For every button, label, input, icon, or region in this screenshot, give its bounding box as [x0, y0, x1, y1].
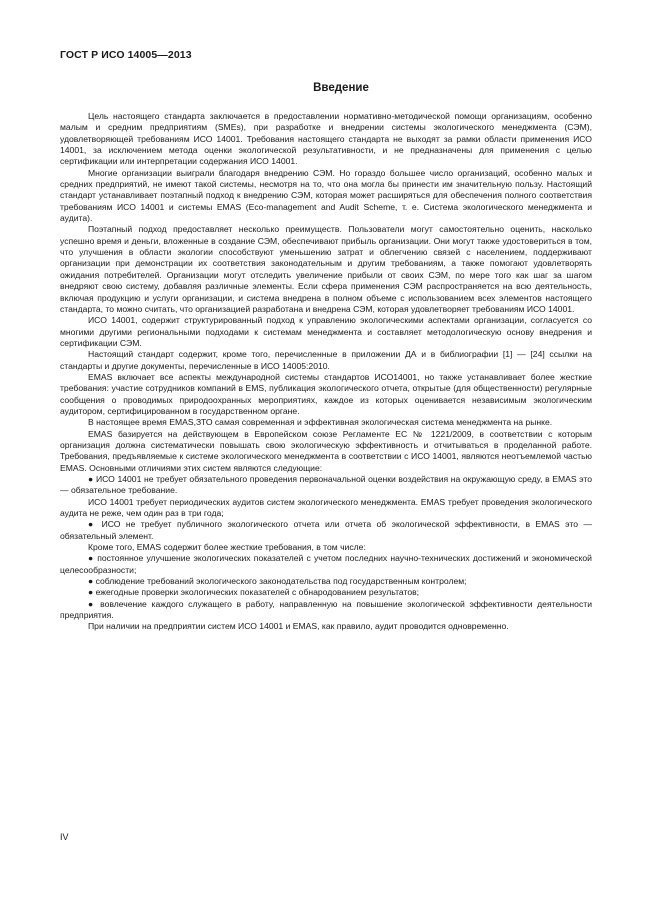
page-number: IV — [60, 832, 69, 842]
paragraph: Поэтапный подход предоставляет несколько преимуществ. Пользователи могут самостоятельно оценить, насколько успешно время и деньги, вложенные в создание СЭМ, обеспечивают прибыль организации. Они могут также удостовериться в том, что улучшения в области экологии способствуют уменьшению затрат и облегчению связей с населением, поддерживают организации при демонстрации их соответствия законодательным и другим требованиям, а также помогают удовлетворять ожидания потребителей. Организации могут отследить увеличение прибыли от своих СЭМ, по мере того как шаг за шагом внедряют свою систему, добавляя различные элементы. Если сфера применения СЭМ распространяется на всю деятельность, включая продукцию и услуги организации, и система внедрена в полном объеме с использованием всех элементов настоящего стандарта, то можно считать, что организацией разработана и внедрена СЭМ, которая удовлетворяет требованиям ИСО 14001. — [60, 224, 592, 314]
document-header: ГОСТ Р ИСО 14005—2013 — [60, 49, 192, 61]
list-item: ● ИСО не требует публичного экологического отчета или отчета об экологической эффективности, в EMAS это — обязательный элемент. — [60, 519, 592, 541]
list-item: ● ИСО 14001 не требует обязательного проведения первоначальной оценки воздействия на окружающую среду, в EMAS это — обязательное требование. — [60, 474, 592, 496]
paragraph: ИСО 14001 требует периодических аудитов систем экологического менеджмента. EMAS требует проведения экологического аудита не реже, чем один раз в три года; — [60, 496, 592, 519]
paragraph: EMAS включает все аспекты международной системы стандартов ИСО14001, но также устанавливает более жесткие требования: участие сотрудников компаний в EMS, публикация экологического отчета, открытые (для общественности) регулярные сообщения о проводимых природоохранных мероприятиях, каждое из которых оценивается независимым экологическим аудитором, сертифицированном в государственном органе. — [60, 371, 592, 416]
paragraph: Настоящий стандарт содержит, кроме того, перечисленные в приложении ДА и в библиографии [1] — [24] ссылки на стандарты и другие документы, перечисленные в ИСО 14005:2010. — [60, 349, 592, 371]
paragraph: EMAS базируется на действующем в Европейском союзе Регламенте ЕС № 1221/2009, в соответствии с которым организация должна систематически повышать свою экологическую эффективность и отчитываться в проделанной работе. Требования, предъявляемые к системе экологического менеджмента в соответствии с ИСО 14001, являются неотъемлемой частью EMAS. Основными отличиями этих систем являются следующие: — [60, 428, 592, 473]
paragraph: Многие организации выиграли благодаря внедрению СЭМ. Но гораздо большее число организаций, особенно малых и средних предприятий, не имеют такой системы, несмотря на то, что она могла бы принести им значительную пользу. Настоящий стандарт устанавливает поэтапный подход к внедрению СЭМ, которая может расширяться для обеспечения полного соответствия требованиям ИСО 14001 и системы EMAS (Eco-management and Audit Scheme, т. е. Система экологического менеджмента и аудита). — [60, 167, 592, 224]
paragraph: В настоящее время EMAS,ЗТО самая современная и эффективная экологическая система менеджмента на рынке. — [88, 417, 553, 428]
paragraph: Цель настоящего стандарта заключается в предоставлении нормативно-методической помощи организациям, особенно малым и средним предприятиям (SMEs), при разработке и внедрении системы экологического менеджмента (СЭМ), удовлетворяющей требованиям ИСО 14001. Требования настоящего стандарта не выходят за рамки области применения ИСО 14001, за исключением метода оценки экологической результативности, и не предназначены для применения с целью сертификации или интерпретации содержания ИСО 14001. — [60, 111, 592, 167]
document-body — [60, 111, 592, 633]
paragraph: При наличии на предприятии систем ИСО 14001 и EMAS, как правило, аудит проводится одновременно. — [88, 621, 509, 632]
list-item: ● соблюдение требований экологического законодательства под государственным контролем; — [88, 576, 467, 587]
list-item: ● вовлечение каждого служащего в работу, направленную на повышение экологической эффективности деятельности предприятия. — [60, 598, 592, 621]
list-item: ● ежегодные проверки экологических показателей с обнародованием результатов; — [88, 587, 420, 598]
section-title: Введение — [313, 82, 369, 94]
list-item: ● постоянное улучшение экологических показателей с учетом последних научно-технических достижений и экономической целесообразности; — [60, 553, 592, 575]
paragraph: Кроме того, EMAS содержит более жесткие требования, в том числе: — [88, 542, 366, 553]
paragraph: ИСО 14001, содержит структурированный подход к управлению экологическими аспектами организации, согласуется со многими другими региональными подходами к системам менеджмента и составляет методологическую основу внедрения и сертификации СЭМ. — [60, 315, 592, 348]
